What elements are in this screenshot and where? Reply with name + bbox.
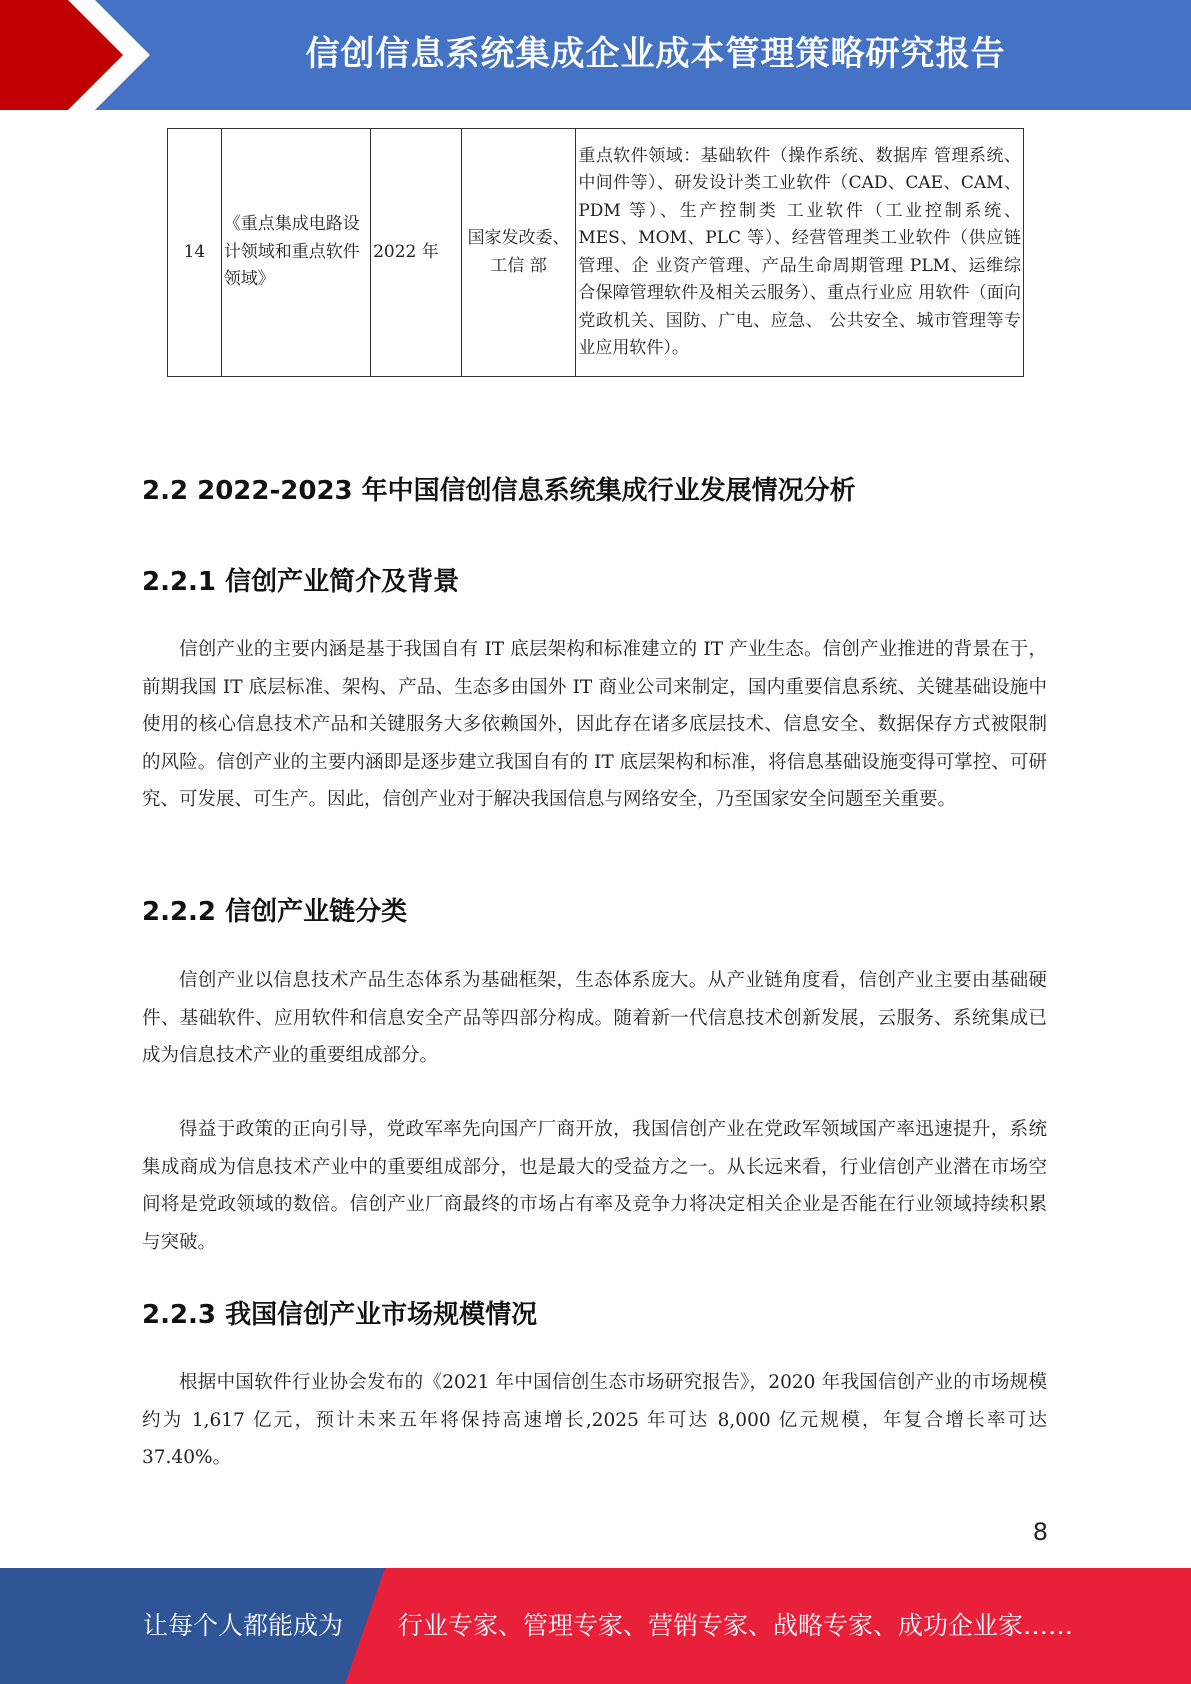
page-number: 8	[1032, 1518, 1048, 1546]
paragraph-policy-guidance: 得益于政策的正向引导，党政军率先向国产厂商开放，我国信创产业在党政军领域国产率迅速提升，系统集成商成为信息技术产业中的重要组成部分，也是最大的受益方之一。从长远来看，行业信创产业潜在市场空间将是党政领域的数倍。信创产业厂商最终的市场占有率及竞争力将决定相关企业是否能在行业领域持续积累与突破。	[142, 1119, 1047, 1253]
paragraph-industry-chain: 信创产业以信息技术产品生态体系为基础框架，生态体系庞大。从产业链角度看，信创产业主要由基础硬件、基础软件、应用软件和信息安全产品等四部分构成。随着新一代信息技术创新发展，云服务、系统集成已成为信息技术产业的重要组成部分。	[142, 970, 1047, 1066]
issuing-agency: 国家发改委、工信 部	[461, 129, 576, 377]
section-heading-2-2-2: 2.2.2 信创产业链分类	[142, 897, 408, 927]
policy-content: 重点软件领域：基础软件（操作系统、数据库 管理系统、中间件等）、研发设计类工业软件（CAD、CAE、CAM、PDM 等）、生产控制类 工业软件（工业控制系统、MES、MOM、PLC 等）、经营管理类工业软件（供应链管理、企 业资产管理、产品生命周期管理 PLM、运维综 合保障管理软件及相关云服务）、重点行业应 用软件（面向党政机关、国防、广电、应急、 公共安全、城市管理等专业应用软件）。	[576, 129, 1024, 377]
section-heading-2-2-3: 2.2.3 我国信创产业市场规模情况	[142, 1300, 538, 1330]
policy-year: 2022 年	[371, 129, 462, 377]
section-heading-2-2-1: 2.2.1 信创产业简介及背景	[142, 567, 460, 597]
footer-slogan-right: 行业专家、管理专家、营销专家、战略专家、成功企业家……	[398, 1611, 1074, 1640]
paragraph-market-size: 根据中国软件行业协会发布的《2021 年中国信创生态市场研究报告》，2020 年我国信创产业的市场规模约为 1,617 亿元，预计未来五年将保持高速增长,2025 年可达 8,000 亿元规模，年复合增长率可达 37.40%。	[142, 1372, 1047, 1468]
paragraph-industry-background: 信创产业的主要内涵是基于我国自有 IT 底层架构和标准建立的 IT 产业生态。信创产业推进的背景在于，前期我国 IT 底层标准、架构、产品、生态多由国外 IT 商业公司来制定，国内重要信息系统、关键基础设施中使用的核心信息技术产品和关键服务大多依赖国外，因此存在诸多底层技术、信息安全、数据保存方式被限制的风险。信创产业的主要内涵即是逐步建立我国自有的 IT 底层架构和标准，将信息基础设施变得可掌控、可研究、可发展、可生产。因此，信创产业对于解决我国信息与网络安全，乃至国家安全问题至关重要。	[142, 639, 1047, 810]
footer-slogan-left: 让每个人都能成为	[143, 1611, 344, 1640]
report-title: 信创信息系统集成企业成本管理策略研究报告	[305, 34, 1006, 74]
policy-name: 《重点集成电路设计领域和重点软件领域》	[221, 129, 370, 377]
row-number: 14	[168, 129, 222, 377]
policy-table	[167, 128, 1024, 377]
page-header	[0, 0, 1191, 110]
table-row	[168, 129, 1024, 377]
section-heading-2-2: 2.2 2022-2023 年中国信创信息系统集成行业发展情况分析	[142, 476, 856, 506]
page-footer	[0, 1568, 1191, 1684]
